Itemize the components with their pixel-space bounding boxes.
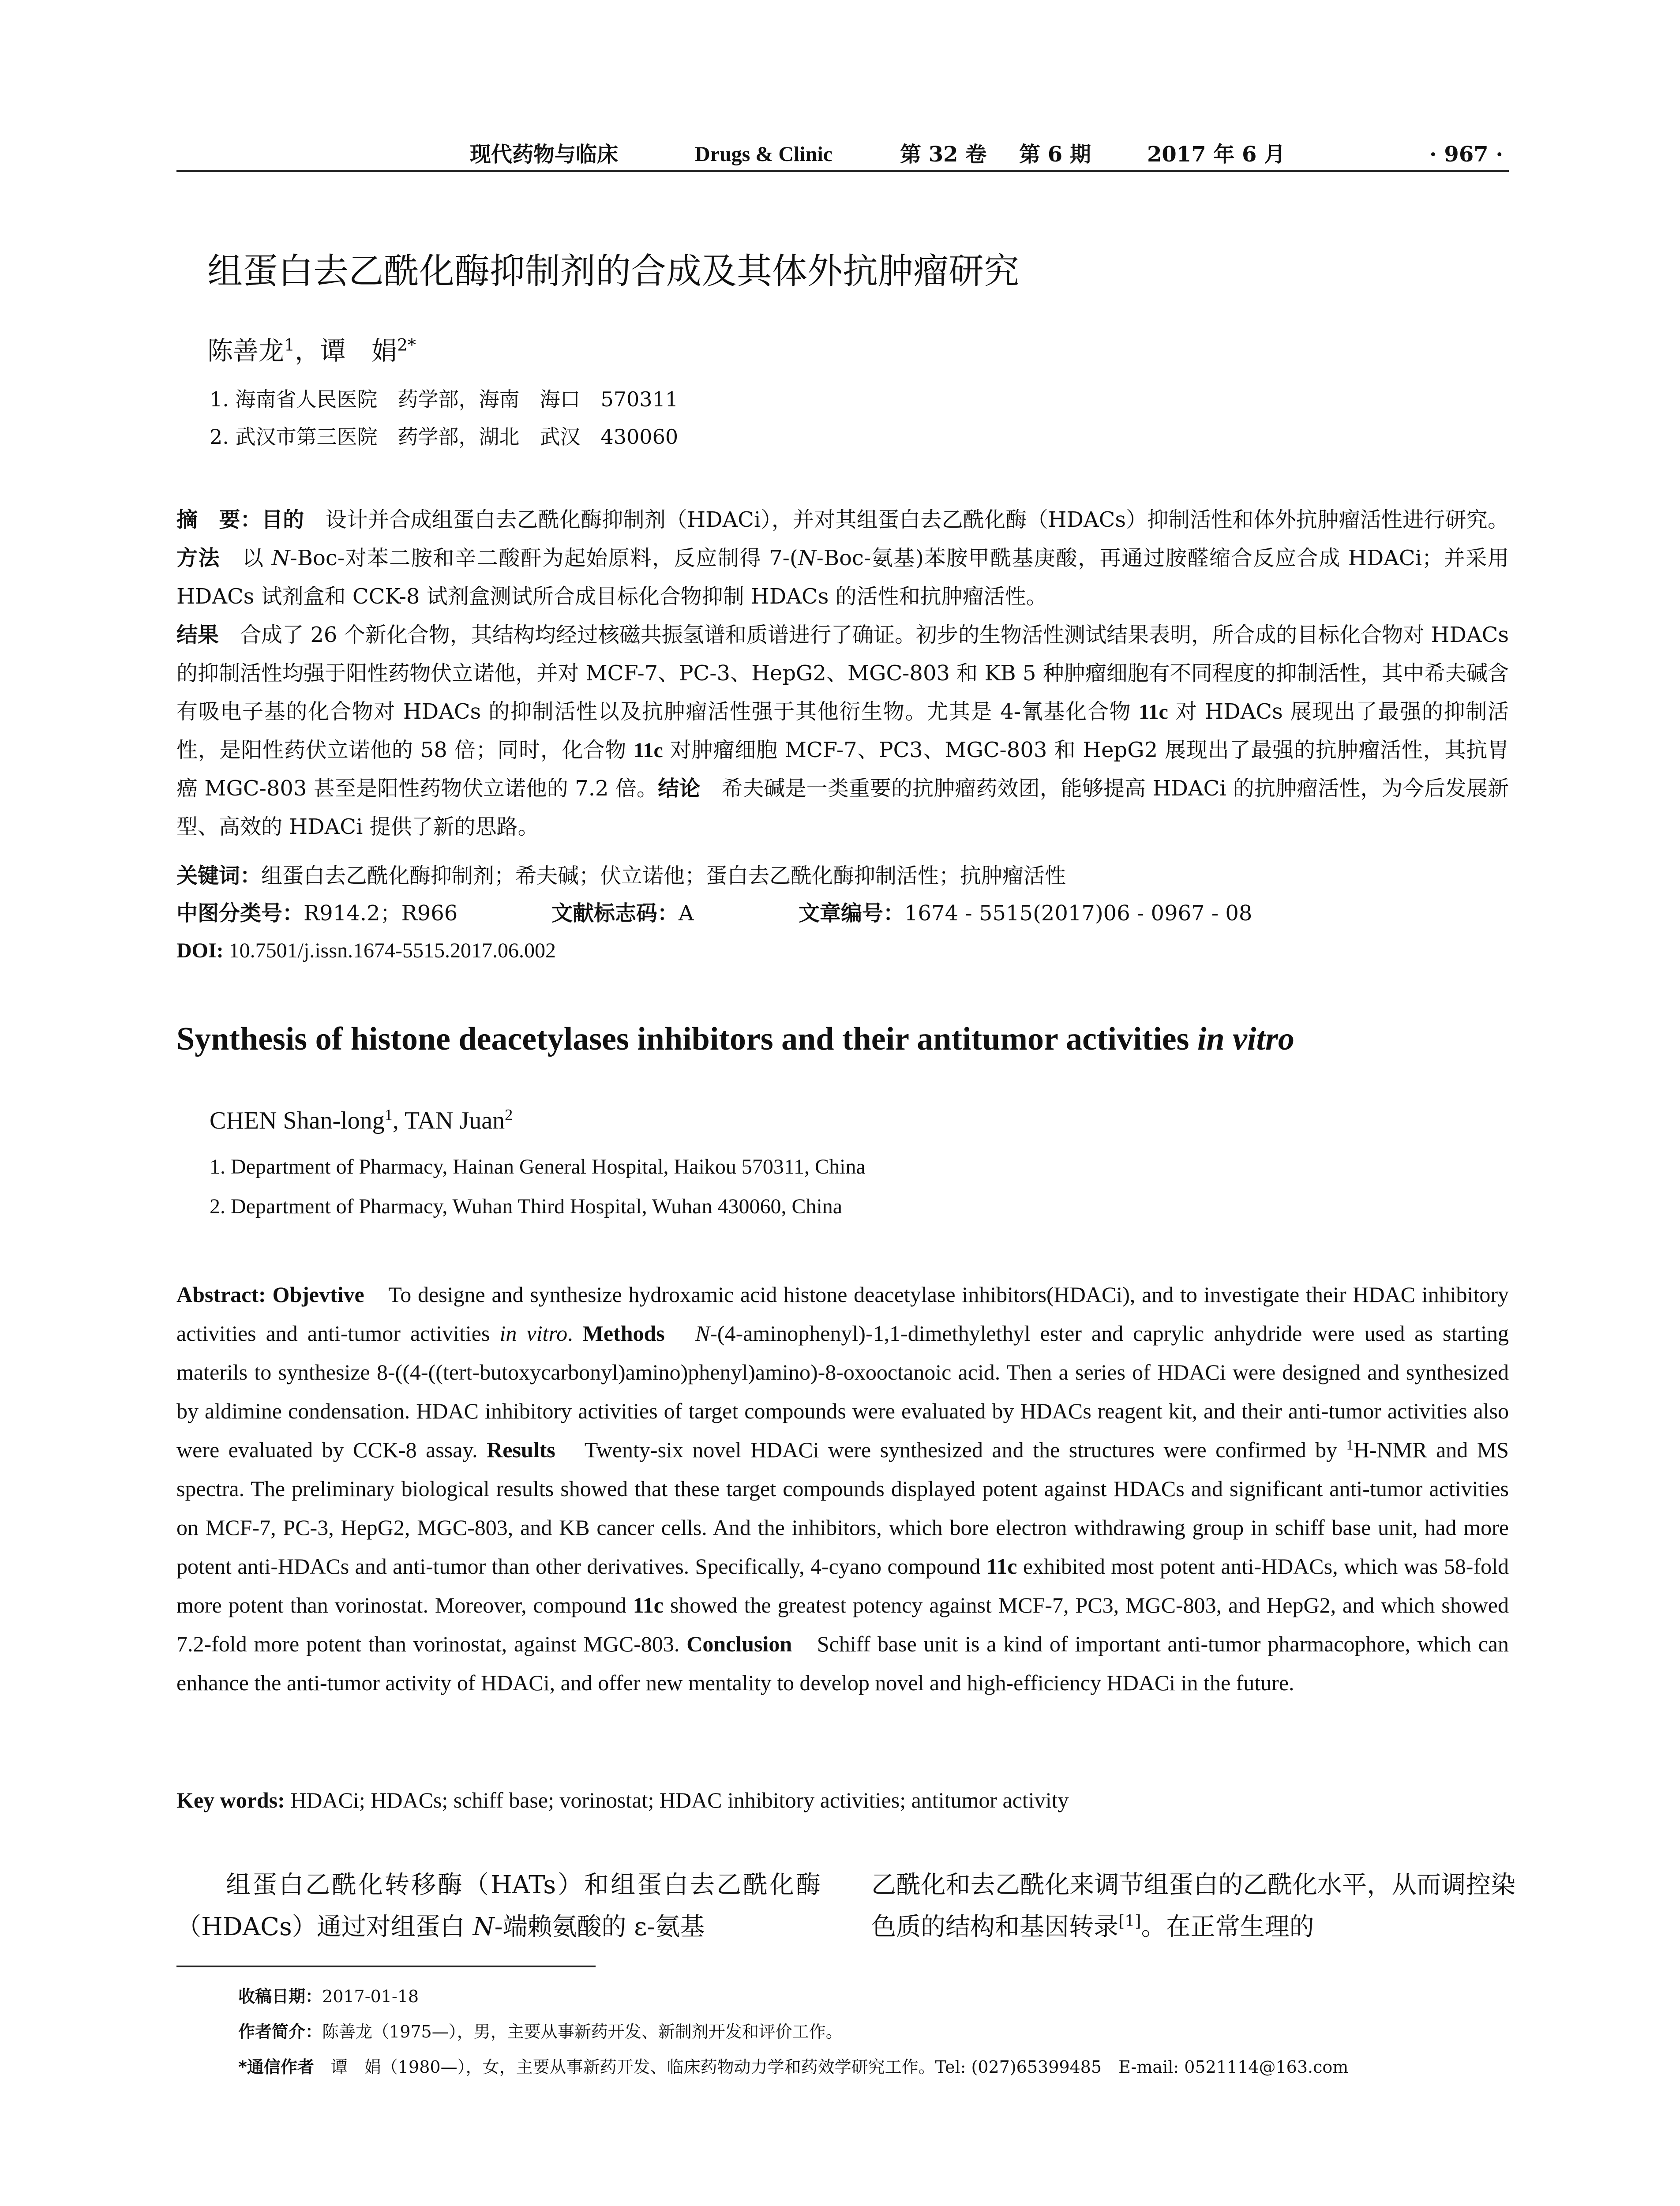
authors-en	[210, 1103, 513, 1138]
objective-text-cn: 设计并合成组蛋白去乙酰化酶抑制剂（HDACi），并对其组蛋白去乙酰化酶（HDACs）抑制活性和体外抗肿瘤活性进行研究。	[304, 507, 1509, 532]
author-2-cn: 谭 娟	[320, 336, 398, 366]
clc-label: 中图分类号：	[176, 901, 304, 926]
footnote-corresponding	[238, 2052, 1348, 2082]
compound-11c: 11c	[1139, 700, 1168, 724]
author-1-affil-mark: 1	[384, 1106, 393, 1124]
objective-text-en: .	[567, 1321, 583, 1346]
body-text: 。在正常生理的	[1141, 1913, 1314, 1941]
doc-code-value: A	[679, 901, 694, 926]
title-italic-en: in vitro	[1197, 1021, 1294, 1057]
methods-italic-cn: N	[271, 546, 290, 570]
clc-value: R914.2；R966	[304, 901, 458, 926]
abstract-en	[176, 1275, 1509, 1702]
body-italic: N	[472, 1913, 495, 1941]
author-2-affil-mark: 2*	[397, 335, 416, 355]
compound-11c: 11c	[986, 1554, 1017, 1579]
author-separator: ，	[295, 336, 321, 366]
bio-text: 陈善龙（1975—），男，主要从事新药开发、新制剂开发和评价工作。	[322, 2022, 843, 2041]
conclusion-text-cn: 希夫碱是一类重要的抗肿瘤药效团，能够提高 HDACi 的抗肿瘤活性，为今后发展新型、高效的 HDACi 提供了新的思路。	[176, 776, 1509, 839]
methods-italic-cn: N	[798, 546, 817, 570]
abstract-label-en: Abstract: Objevtive	[176, 1282, 364, 1307]
classification-line	[176, 896, 458, 931]
corresponding-label: *通信作者	[238, 2057, 314, 2077]
body-column-right	[871, 1864, 1515, 1948]
author-2-en: TAN Juan	[404, 1107, 505, 1134]
article-no-value: 1674 - 5515(2017)06 - 0967 - 08	[904, 901, 1252, 926]
title-text-en: Synthesis of histone deacetylases inhibitors and their antitumor activities	[176, 1021, 1197, 1057]
keywords-en	[176, 1782, 1069, 1818]
author-1-affil-mark: 1	[284, 335, 295, 355]
results-text-cn: 对肿瘤细胞 MCF-7、PC3、MGC-803 和 HepG2 展现出了最强的抗肿瘤活性，其抗胃癌 MGC-803 甚至是阳性药物伏立诺他的 7.2 倍。	[176, 738, 1509, 801]
issue: 第 6 期	[1019, 142, 1091, 167]
author-1-en: CHEN Shan-long	[210, 1107, 385, 1134]
journal-name-en: Drugs & Clinic	[695, 143, 832, 166]
publication-date: 2017 年 6 月	[1147, 142, 1286, 167]
abstract-cn	[176, 501, 1509, 846]
methods-text-cn: -Boc-对苯二胺和辛二酸酐为起始原料，反应制得 7-(	[290, 546, 798, 570]
received-label: 收稿日期：	[238, 1987, 322, 2006]
author-separator: ,	[392, 1107, 405, 1134]
volume: 第 32 卷	[900, 142, 987, 167]
corresponding-text: 谭 娟（1980—），女，主要从事新药开发、临床药物动力学和药效学研究工作。Tel: (027)65399485 E-mail: 0521114@163.com	[314, 2057, 1349, 2077]
footnote-divider	[176, 1966, 596, 1967]
doi-line	[176, 933, 556, 968]
body-column-left	[176, 1864, 821, 1948]
results-text-cn: 对 HDACs 展现出了最强的抑制活性，是阳性药伏立诺他的 58 倍；同时，化合物	[176, 699, 1509, 762]
received-date: 2017-01-18	[322, 1987, 419, 2006]
conclusion-label-cn: 结论	[658, 776, 701, 801]
methods-text-en	[665, 1321, 695, 1346]
page-number: · 967 ·	[1429, 142, 1504, 167]
body-text: -端赖氨酸的 ε-氨基	[494, 1913, 705, 1941]
objective-text-en: To designe and synthesize hydroxamic acid histone deacetylase inhibitors(HDACi), and to investigate their HDAC inhibitory activities and anti-tumor activities	[176, 1282, 1509, 1346]
results-text-en: H-NMR and MS spectra. The preliminary biological results showed that these target compounds displayed potent against HDACs and significant anti-tumor activities on MCF-7, PC-3, HepG2, MGC-803, and KB cancer cells. And the inhibitors, which bore electron withdrawing group in schiff base unit, had more potent anti-HDACs and anti-tumor than other derivatives. Specifically, 4-cyano compound	[176, 1437, 1509, 1579]
article-number-line	[799, 896, 1252, 931]
affiliation-1-en: 1. Department of Pharmacy, Hainan General Hospital, Haikou 570311, China	[210, 1155, 866, 1178]
footnote-author-bio	[238, 2016, 843, 2047]
author-2-affil-mark: 2	[505, 1106, 513, 1124]
methods-text-cn: -Boc-氨基)苯胺甲酰基庚酸，再通过胺醛缩合反应合成 HDACi；并采用 HDACs 试剂盒和 CCK-8 试剂盒测试所合成目标化合物抑制 HDACs 的活性和抗肿瘤活性。	[176, 546, 1509, 609]
document-code-line	[551, 896, 694, 931]
keywords-text-cn: 组蛋白去乙酰化酶抑制剂；希夫碱；伏立诺他；蛋白去乙酰化酶抑制活性；抗肿瘤活性	[261, 863, 1066, 888]
results-text-en: Twenty-six novel HDACi were synthesized and the structures were confirmed by	[555, 1437, 1346, 1462]
results-label-cn: 结果	[176, 623, 219, 647]
bio-label: 作者简介：	[238, 2022, 322, 2041]
results-text-en: exhibited most potent anti-HDACs, which was 58-fold more potent than vorinostat. Moreover, compound	[176, 1554, 1509, 1617]
authors-cn	[207, 333, 416, 368]
article-title-cn: 组蛋白去乙酰化酶抑制剂的合成及其体外抗肿瘤研究	[207, 251, 1019, 292]
article-no-label: 文章编号：	[799, 901, 905, 926]
conclusion-label-en: Conclusion	[686, 1632, 792, 1656]
doi-label: DOI:	[176, 939, 224, 962]
keywords-label-en: Key words:	[176, 1788, 285, 1812]
results-text-cn: 合成了 26 个新化合物，其结构均经过核磁共振氢谱和质谱进行了确证。初步的生物活性测试结果表明，所合成的目标化合物对 HDACs 的抑制活性均强于阳性药物伏立诺他，并对 MCF-7、PC-3、HepG2、MGC-803 和 KB 5 种肿瘤细胞有不同程度的抑制活性，其中希夫碱含有吸电子基的化合物对 HDACs 的抑制活性以及抗肿瘤活性强于其他衍生物。尤其是 4-氰基化合物	[176, 623, 1509, 724]
methods-label-en: Methods	[582, 1321, 665, 1346]
body-text: 乙酰化和去乙酰化来调节组蛋白的乙酰化水平，从而调控染色质的结构和基因转录	[871, 1871, 1515, 1941]
methods-text-en: -(4-aminophenyl)-1,1-dimethylethyl ester and caprylic anhydride were used as starting materils to synthesize 8-((4-((tert-butoxycarbonyl)amino)phenyl)amino)-8-oxooctanoic acid. Then a series of HDACi were designed and synthesized by aldimine condensation. HDAC inhibitory activities of target compounds were evaluated by HDACs reagent kit, and their anti-tumor activities also were evaluated by CCK-8 assay.	[176, 1321, 1509, 1462]
affiliation-1-cn: 1. 海南省人民医院 药学部，海南 海口 570311	[210, 387, 679, 411]
reference-citation[interactable]: [1]	[1118, 1911, 1141, 1931]
objective-italic-en: in vitro	[499, 1321, 568, 1346]
methods-text-cn: 以	[220, 546, 272, 570]
article-title-en	[176, 1015, 1509, 1063]
running-header	[176, 139, 1509, 172]
doc-code-label: 文献标志码：	[551, 901, 679, 926]
author-1-cn: 陈善龙	[207, 336, 285, 366]
body-text: 组蛋白乙酰化转移酶（HATs）和组蛋白去乙酰化酶（HDACs）通过对组蛋白	[176, 1871, 821, 1941]
methods-label-cn: 方法	[176, 546, 221, 570]
objective-label-cn: 目的	[261, 507, 304, 532]
journal-name-cn: 现代药物与临床	[470, 142, 619, 167]
keywords-cn	[176, 858, 1066, 893]
footnote-received	[238, 1981, 419, 2012]
keywords-text-en: HDACi; HDACs; schiff base; vorinostat; HDAC inhibitory activities; antitumor activity	[285, 1788, 1069, 1812]
keywords-label-cn: 关键词：	[176, 863, 262, 888]
nmr-superscript: 1	[1346, 1437, 1354, 1453]
conclusion-text-en: Schiff base unit is a kind of important anti-tumor pharmacophore, which can enhance the anti-tumor activity of HDACi, and offer new mentality to develop novel and high-efficiency HDACi in the future.	[176, 1632, 1509, 1695]
compound-11c: 11c	[634, 739, 663, 762]
results-text-en: showed the greatest potency against MCF-7, PC3, MGC-803, and HepG2, and which showed 7.2-fold more potent than vorinostat, against MGC-803.	[176, 1593, 1509, 1656]
affiliation-2-cn: 2. 武汉市第三医院 药学部，湖北 武汉 430060	[210, 425, 679, 449]
results-label-en: Results	[487, 1437, 555, 1462]
compound-11c: 11c	[633, 1593, 664, 1617]
affiliation-2-en: 2. Department of Pharmacy, Wuhan Third Hospital, Wuhan 430060, China	[210, 1195, 843, 1218]
methods-italic-en: N	[695, 1321, 710, 1346]
doi-value[interactable]: 10.7501/j.issn.1674-5515.2017.06.002	[223, 939, 556, 962]
abstract-label-cn: 摘 要：	[176, 507, 262, 532]
